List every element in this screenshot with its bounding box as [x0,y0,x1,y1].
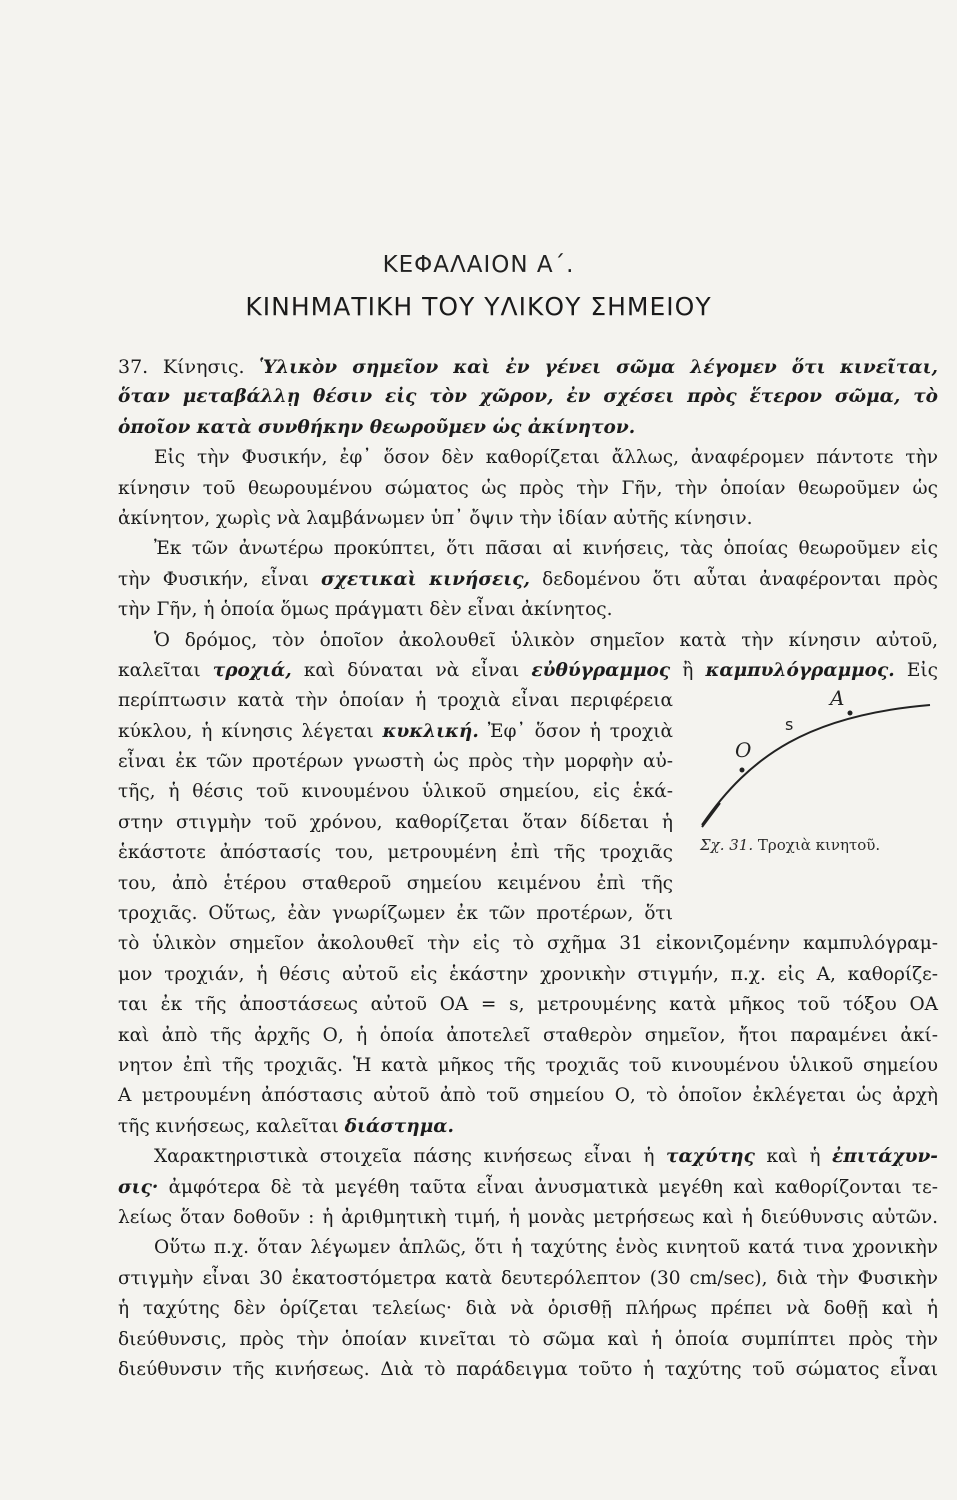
term-acceleration-end: σις· [118,1176,159,1198]
text-line: στην στιγμὴν τοῦ χρόνου, καθορίζεται ὅταν δίδεται ἡ [118,811,673,833]
text-span: κύκλου, ἡ κίνησις λέγεται [118,720,374,742]
chapter-label: ΚΕΦΑΛΑΙΟΝ Α΄. [382,252,575,278]
point-A [848,711,853,716]
text-line: καὶ ἀπὸ τῆς ἀρχῆς Ο, ἡ ὁποία ἀποτελεῖ σταθερὸν σημεῖον, ἤτοι παραμένει ἀκί- [118,1024,938,1046]
text-line: νητον ἐπὶ τῆς τροχιᾶς. Ἡ κατὰ μῆκος τῆς τροχιᾶς τοῦ κινουμένου ὑλικοῦ σημείου [118,1054,938,1076]
label-A: A [830,686,845,710]
text-line: Ὁ δρόμος, τὸν ὁποῖον ἀκολουθεῖ ὑλικὸν σημεῖον κατὰ τὴν κίνησιν αὐτοῦ, [154,629,938,651]
text-line [118,1112,938,1142]
term-trajectory: τροχιά, [212,659,292,681]
trajectory-tail [702,803,720,827]
figure-caption [700,836,880,854]
text-span: Εἰς [906,659,938,681]
text-line: Οὕτω π.χ. ὅταν λέγωμεν ἁπλῶς, ὅτι ἡ ταχύτης ἑνὸς κινητοῦ κατά τινα χρονικὴν [154,1237,938,1259]
text-line [118,1142,938,1172]
text-line: Ἐκ τῶν ἀνωτέρω προκύπτει, ὅτι πᾶσαι αἱ κινήσεις, τὰς ὁποίας θεωροῦμεν εἰς [154,538,938,560]
text-line [118,1173,938,1203]
term-acceleration: ἐπιτάχυν- [832,1146,938,1168]
text-span: καὶ ἡ [766,1146,821,1168]
trajectory-curve [702,705,930,825]
text-span: Χαρακτηριστικὰ στοιχεῖα πάσης κινήσεως εἶναι ἡ [154,1146,655,1168]
text-span: Ἐφ᾽ ὅσον ἡ τροχιὰ [487,720,673,742]
text-line: μον τροχιάν, ἡ θέσις αὐτοῦ εἰς ἑκάστην χρονικὴν στιγμήν, π.χ. εἰς Α, καθορίζε- [118,963,938,985]
text-line: τὴν Γῆν, ἡ ὁποία ὅμως πράγματι δὲν εἶναι ἀκίνητος. [118,599,613,621]
chapter-title: ΚΙΝΗΜΑΤΙΚΗ ΤΟΥ ΥΛΙΚΟΥ ΣΗΜΕΙΟΥ [245,292,712,321]
term-distance: διάστημα. [344,1115,454,1137]
figure-number: Σχ. 31. [700,836,754,854]
text-line: στιγμὴν εἶναι 30 ἑκατοστόμετρα κατὰ δευτερόλεπτον (30 cm/sec), διὰ τὴν Φυσικὴν [118,1267,938,1289]
text-line: περίπτωσιν κατὰ τὴν ὁποίαν ἡ τροχιὰ εἶναι περιφέρεια [118,690,673,712]
text-span: τὴν Φυσικήν, εἶναι [118,568,309,590]
text-span: καὶ δύναται νὰ εἶναι [303,659,520,681]
text-line: ἡ ταχύτης δὲν ὁρίζεται τελείως· διὰ νὰ ὁρισθῇ πλήρως πρέπει νὰ δοθῇ καὶ ἡ [118,1298,938,1320]
label-O: O [735,738,752,762]
figure-caption-text: Τροχιὰ κινητοῦ. [757,836,881,854]
text-line: τῆς, ἡ θέσις τοῦ κινουμένου ὑλικοῦ σημείου, εἰς ἑκά- [118,781,673,803]
section-heading: 37. Κίνησις. [118,356,245,378]
term-kineitai: κινεῖται, [840,357,938,378]
term-circular: κυκλική. [382,720,479,742]
text-line: κίνησιν τοῦ θεωρουμένου σώματος ὡς πρὸς τὴν Γῆν, τὴν ὁποίαν θεωροῦμεν ὡς [118,477,938,499]
text-line: τροχιᾶς. Οὕτως, ἐὰν γνωρίζωμεν ἐκ τῶν προτέρων, ὅτι [118,903,673,925]
text-line: ἀκίνητον, χωρὶς νὰ λαμβάνωμεν ὑπ᾽ ὄψιν τὴν ἰδίαν αὐτῆς κίνησιν. [118,507,753,529]
text-line: τὸ ὑλικὸν σημεῖον ἀκολουθεῖ τὴν εἰς τὸ σχῆμα 31 εἰκονιζομένην καμπυλόγραμ- [118,933,938,955]
text-span: ἀμφότερα δὲ τὰ μεγέθη ταῦτα εἶναι ἀνυσματικὰ μεγέθη καὶ καθορίζονται τε- [168,1176,938,1198]
text-span: ἢ [682,659,694,681]
text-span: τῆς κινήσεως, καλεῖται [118,1115,339,1137]
text-line: λείως ὅταν δοθοῦν : ἡ ἀριθμητικὴ τιμή, ἡ μονὰς μετρήσεως καὶ ἡ διεύθυνσις αὐτῶν. [118,1206,938,1228]
term-rectilinear: εὐθύγραμμος [531,659,671,681]
text-line: διεύθυνσιν τῆς κινήσεως. Διὰ τὸ παράδειγμα τοῦτο ἡ ταχύτης τοῦ σώματος εἶναι [118,1358,938,1380]
text-line [118,565,938,595]
text-span: δεδομένου ὅτι αὗται ἀναφέρονται πρὸς [542,568,938,590]
point-O [740,768,745,773]
text-line: του, ἀπὸ ἑτέρου σταθεροῦ σημείου κειμένου ἐπὶ τῆς [118,872,673,894]
text-span: καλεῖται [118,659,201,681]
definition-text: ὅταν μεταβάλλῃ θέσιν εἰς τὸν χῶρον, ἐν σχέσει πρὸς ἕτερον σῶμα, τὸ [118,386,938,408]
text-line: ἑκάστοτε ἀπόστασίς του, μετρουμένη ἐπὶ τῆς τροχιᾶς [118,842,673,864]
text-line: διεύθυνσις, πρὸς τὴν ὁποίαν κινεῖται τὸ σῶμα καὶ ἡ ὁποία συμπίπτει πρὸς τὴν [118,1328,938,1350]
term-relative-motion: σχετικαὶ κινήσεις, [321,568,530,590]
definition-text: ὁποῖον κατὰ συνθήκην θεωροῦμεν ὡς ἀκίνητον. [118,416,636,438]
text-line: Α μετρουμένη ἀπόστασις αὐτοῦ ἀπὸ τοῦ σημείου Ο, τὸ ὁποῖον ἐκλέγεται ὡς ἀρχὴ [118,1085,938,1107]
text-line: εἶναι ἐκ τῶν προτέρων γνωστὴ ὡς πρὸς τὴν μορφὴν αὐ- [118,751,673,773]
text-line [118,717,673,747]
text-line: ται ἐκ τῆς ἀποστάσεως αὐτοῦ ΟΑ = s, μετρουμένης κατὰ μῆκος τοῦ τόξου ΟΑ [118,994,938,1016]
term-velocity: ταχύτης [666,1146,755,1168]
label-s: s [785,715,794,734]
text-line [118,352,938,382]
text-line: Εἰς τὴν Φυσικήν, ἐφ᾽ ὅσον δὲν καθορίζεται ἄλλως, ἀναφέρομεν πάντοτε τὴν [154,447,938,469]
definition-text: Ὑλικὸν σημεῖον καὶ ἐν γένει σῶμα λέγομεν ὅτι [259,357,826,378]
term-curvilinear: καμπυλόγραμμος. [705,659,895,681]
